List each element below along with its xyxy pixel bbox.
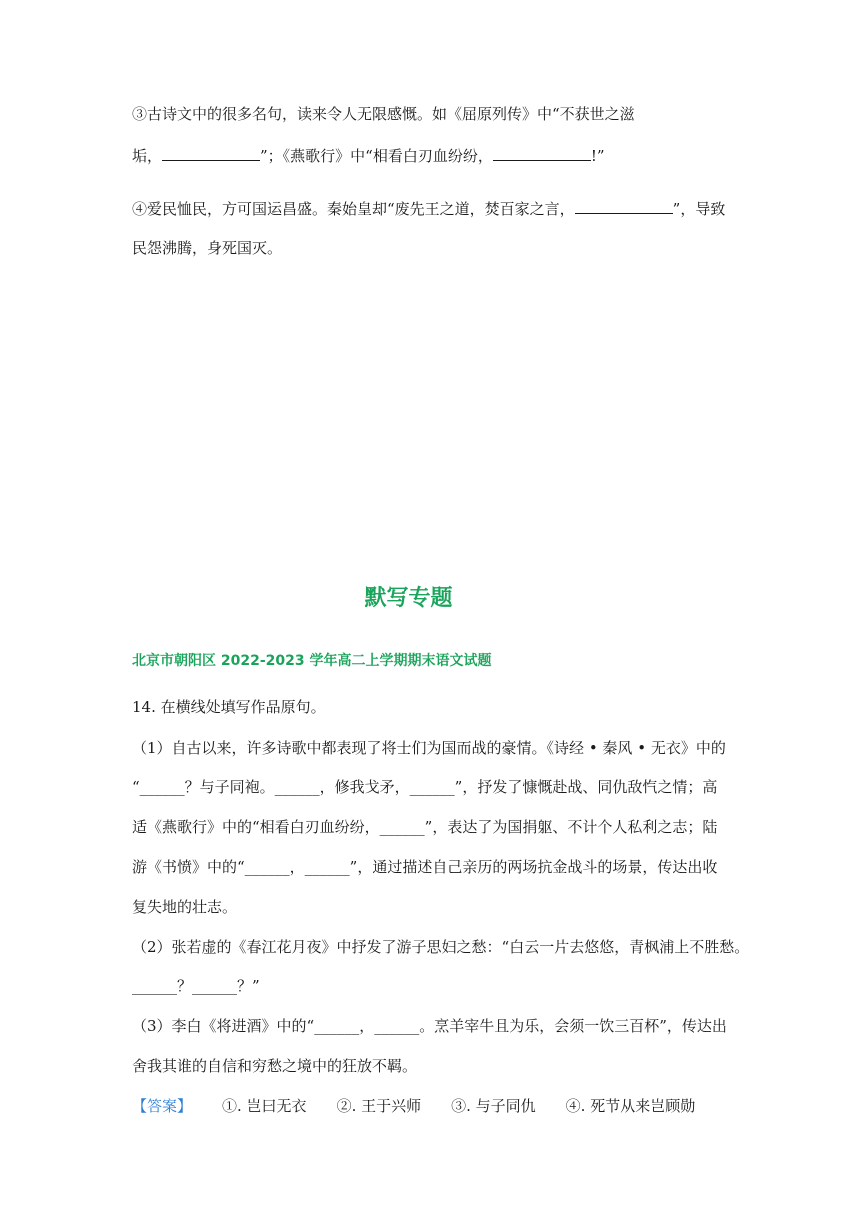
answer-tag: 【答案】 <box>132 1097 193 1115</box>
question-p2-line2: ______？______？” <box>132 977 260 995</box>
answer-item: ①. 岂曰无衣 <box>222 1097 307 1115</box>
fill-blank <box>493 145 591 161</box>
question-p1-line1: （1）自古以来，许多诗歌中都表现了将士们为国而战的豪情。《诗经 • 秦风 • 无衣》中的 <box>132 739 726 757</box>
question-p1-line5: 复失地的壮志。 <box>132 898 238 916</box>
question-stem: 14. 在横线处填写作品原句。 <box>132 698 326 716</box>
question-p1-line3: 适《燕歌行》中的“相看白刃血纷纷，______”，表达了为国捐躯、不计个人私利之志；陆 <box>132 818 718 836</box>
item4-line1-a: ④爱民恤民，方可国运昌盛。秦始皇却“废先王之道，焚百家之言， <box>132 200 575 218</box>
item3-line2 <box>132 145 605 166</box>
fill-blank <box>575 198 673 214</box>
question-p2-line1: （2）张若虚的《春江花月夜》中抒发了游子思妇之愁：“白云一片去悠悠，青枫浦上不胜愁。 <box>132 938 750 956</box>
item4-line1-b: ”，导致 <box>672 200 726 218</box>
item3-line2-c: !” <box>590 147 605 165</box>
item3-line2-a: 垢， <box>132 147 163 165</box>
question-p1-line4: 游《书愤》中的“______，______”，通过描述自己亲历的两场抗金战斗的场景，传达出收 <box>132 858 718 876</box>
question-p3-line2: 舍我其谁的自信和穷愁之境中的狂放不羁。 <box>132 1057 418 1075</box>
section-subtitle: 北京市朝阳区 2022-2023 学年高二上学期期末语文试题 <box>132 653 492 669</box>
answer-line <box>132 1096 695 1116</box>
item3-line2-b: ”；《燕歌行》中“相看白刃血纷纷， <box>260 147 493 165</box>
question-p1-line2: “______？与子同袍。______，修我戈矛，______”，抒发了慷慨赴战、同仇敌忾之情；高 <box>132 778 718 796</box>
answer-item: ④. 死节从来岂顾勋 <box>565 1097 696 1115</box>
item4-line2: 民怨沸腾，身死国灭。 <box>132 239 283 257</box>
question-p3-line1: （3）李白《将进酒》中的“______，______。烹羊宰牛且为乐，会须一饮三百杯”，传达出 <box>132 1017 727 1035</box>
item3-line1: ③古诗文中的很多名句，读来令人无限感慨。如《屈原列传》中“不获世之滋 <box>132 105 635 123</box>
answer-item: ③. 与子同仇 <box>451 1097 536 1115</box>
answer-item: ②. 王于兴师 <box>336 1097 422 1115</box>
item4-line1 <box>132 198 725 219</box>
section-title: 默写专题 <box>364 586 453 611</box>
fill-blank <box>162 145 260 161</box>
